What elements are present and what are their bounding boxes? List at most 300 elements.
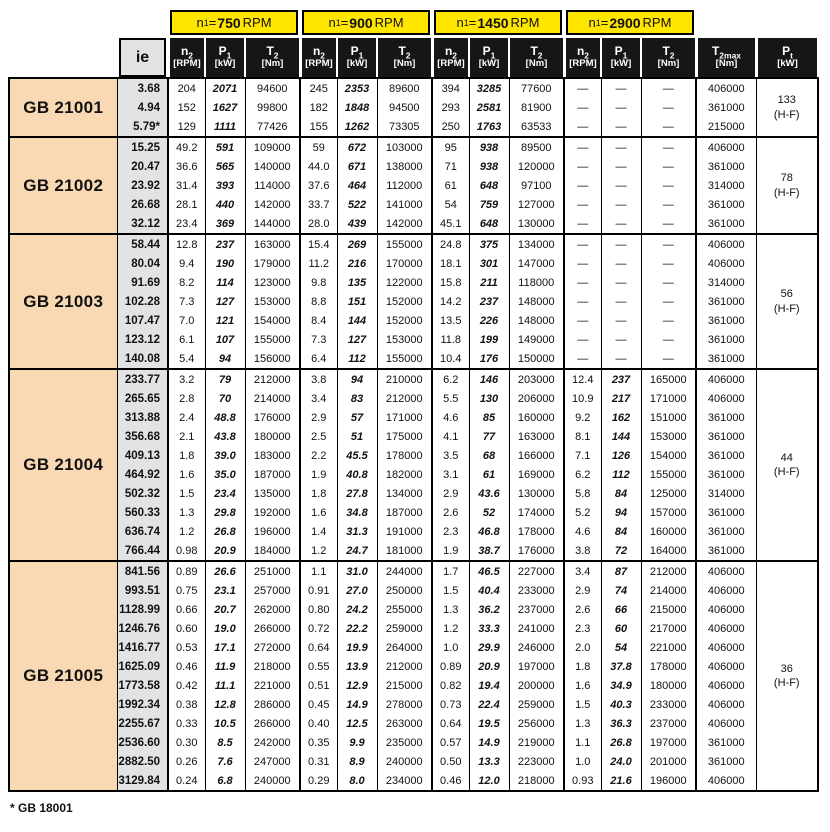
t2max-cell: 215000 xyxy=(696,117,756,137)
n2-900-cell: 44.0 xyxy=(300,157,337,176)
ratio-cell: 4.94 xyxy=(117,98,168,117)
n2-2900-cell: 8.1 xyxy=(564,427,601,446)
n2-900-cell: 1.9 xyxy=(300,465,337,484)
t2-2900-cell: — xyxy=(641,117,696,137)
n2-2900-cell: — xyxy=(564,78,601,98)
n2-2900-cell: — xyxy=(564,137,601,157)
p1-750-cell: 23.4 xyxy=(205,484,245,503)
t2max-cell: 406000 xyxy=(696,600,756,619)
n2-2900-cell: — xyxy=(564,157,601,176)
p1-900-cell: 51 xyxy=(337,427,377,446)
p1-2900-cell: 21.6 xyxy=(601,771,641,791)
p1-1450-cell: 176 xyxy=(469,349,509,369)
n2-2900-cell: — xyxy=(564,214,601,234)
t2-750-cell: 218000 xyxy=(245,657,300,676)
n2-col-header-rpm2900: $n_2$ [RPM] xyxy=(564,37,601,78)
rpm-group-header-2900: n 1 = 2900 RPM xyxy=(564,10,696,37)
ratio-cell: 26.68 xyxy=(117,195,168,214)
n2-750-cell: 8.2 xyxy=(168,273,205,292)
table-row xyxy=(9,176,818,195)
t2max-cell: 361000 xyxy=(696,427,756,446)
n2-750-cell: 9.4 xyxy=(168,254,205,273)
n2-750-cell: 129 xyxy=(168,117,205,137)
ratio-cell: 1416.77 xyxy=(117,638,168,657)
table-row xyxy=(9,638,818,657)
n2-750-cell: 0.26 xyxy=(168,752,205,771)
table-row xyxy=(9,561,818,581)
table-row xyxy=(9,78,818,98)
n2-900-cell: 1.2 xyxy=(300,541,337,561)
t2-2900-cell: 233000 xyxy=(641,695,696,714)
t2-2900-cell: 164000 xyxy=(641,541,696,561)
t2max-cell: 361000 xyxy=(696,349,756,369)
table-row xyxy=(9,465,818,484)
p1-750-cell: 94 xyxy=(205,349,245,369)
p1-900-cell: 12.5 xyxy=(337,714,377,733)
t2-1450-cell: 134000 xyxy=(509,234,564,254)
t2-1450-cell: 148000 xyxy=(509,292,564,311)
pt-cell: 56 (H-F) xyxy=(756,234,818,369)
ratio-cell: 560.33 xyxy=(117,503,168,522)
n2-2900-cell: 2.0 xyxy=(564,638,601,657)
t2-750-cell: 114000 xyxy=(245,176,300,195)
t2-1450-cell: 233000 xyxy=(509,581,564,600)
t2-750-cell: 242000 xyxy=(245,733,300,752)
t2-2900-cell: 153000 xyxy=(641,427,696,446)
t2-1450-cell: 169000 xyxy=(509,465,564,484)
t2-1450-cell: 178000 xyxy=(509,522,564,541)
t2-2900-cell: — xyxy=(641,349,696,369)
p1-2900-cell: — xyxy=(601,176,641,195)
n2-750-cell: 0.42 xyxy=(168,676,205,695)
t2-2900-cell: 151000 xyxy=(641,408,696,427)
n2-750-cell: 1.6 xyxy=(168,465,205,484)
n2-1450-cell: 4.6 xyxy=(432,408,469,427)
t2-2900-cell: 171000 xyxy=(641,389,696,408)
t2-900-cell: 134000 xyxy=(377,484,432,503)
n2-900-cell: 59 xyxy=(300,137,337,157)
p1-750-cell: 11.9 xyxy=(205,657,245,676)
table-row xyxy=(9,369,818,389)
t2-750-cell: 179000 xyxy=(245,254,300,273)
n2-2900-cell: — xyxy=(564,176,601,195)
t2-900-cell: 181000 xyxy=(377,541,432,561)
n2-900-cell: 2.9 xyxy=(300,408,337,427)
t2max-cell: 314000 xyxy=(696,273,756,292)
n2-2900-cell: 3.8 xyxy=(564,541,601,561)
ratio-cell: 80.04 xyxy=(117,254,168,273)
p1-1450-cell: 46.5 xyxy=(469,561,509,581)
t2max-cell: 314000 xyxy=(696,484,756,503)
t2-750-cell: 286000 xyxy=(245,695,300,714)
n2-2900-cell: 1.5 xyxy=(564,695,601,714)
header-spacer xyxy=(696,10,818,37)
table-row xyxy=(9,195,818,214)
t2-1450-cell: 203000 xyxy=(509,369,564,389)
p1-1450-cell: 938 xyxy=(469,137,509,157)
n2-2900-cell: — xyxy=(564,273,601,292)
p1-750-cell: 6.8 xyxy=(205,771,245,791)
t2-900-cell: 212000 xyxy=(377,389,432,408)
n2-1450-cell: 250 xyxy=(432,117,469,137)
p1-1450-cell: 85 xyxy=(469,408,509,427)
n2-900-cell: 15.4 xyxy=(300,234,337,254)
ratio-cell: 3129.84 xyxy=(117,771,168,791)
table-row xyxy=(9,254,818,273)
n2-1450-cell: 4.1 xyxy=(432,427,469,446)
ratio-cell: 313.88 xyxy=(117,408,168,427)
t2-750-cell: 77426 xyxy=(245,117,300,137)
p1-1450-cell: 20.9 xyxy=(469,657,509,676)
n2-750-cell: 3.2 xyxy=(168,369,205,389)
n2-1450-cell: 3.1 xyxy=(432,465,469,484)
n2-2900-cell: 7.1 xyxy=(564,446,601,465)
n2-1450-cell: 0.50 xyxy=(432,752,469,771)
pt-cell: 36 (H-F) xyxy=(756,561,818,791)
n2-col-header-rpm750: $n_2$ [RPM] xyxy=(168,37,205,78)
rpm-group-header-750: n 1 = 750 RPM xyxy=(168,10,300,37)
ratio-cell: 233.77 xyxy=(117,369,168,389)
table-row xyxy=(9,695,818,714)
t2-2900-cell: — xyxy=(641,195,696,214)
p1-2900-cell: 36.3 xyxy=(601,714,641,733)
n2-750-cell: 0.53 xyxy=(168,638,205,657)
t2-750-cell: 154000 xyxy=(245,311,300,330)
t2-1450-cell: 227000 xyxy=(509,561,564,581)
n2-1450-cell: 24.8 xyxy=(432,234,469,254)
p1-900-cell: 464 xyxy=(337,176,377,195)
p1-900-cell: 14.9 xyxy=(337,695,377,714)
n2-900-cell: 3.4 xyxy=(300,389,337,408)
p1-900-cell: 127 xyxy=(337,330,377,349)
p1-900-cell: 144 xyxy=(337,311,377,330)
ratio-col-header: ie xyxy=(117,37,168,78)
p1-900-cell: 522 xyxy=(337,195,377,214)
n2-col-header-rpm1450: $n_2$ [RPM] xyxy=(432,37,469,78)
n2-900-cell: 0.40 xyxy=(300,714,337,733)
p1-1450-cell: 13.3 xyxy=(469,752,509,771)
p1-2900-cell: 84 xyxy=(601,522,641,541)
n2-2900-cell: 2.3 xyxy=(564,619,601,638)
pt-cell: 133 (H-F) xyxy=(756,78,818,137)
n2-900-cell: 245 xyxy=(300,78,337,98)
t2-750-cell: 196000 xyxy=(245,522,300,541)
ratio-cell: 993.51 xyxy=(117,581,168,600)
n2-750-cell: 0.75 xyxy=(168,581,205,600)
p1-2900-cell: — xyxy=(601,292,641,311)
t2-900-cell: 244000 xyxy=(377,561,432,581)
p1-2900-cell: 34.9 xyxy=(601,676,641,695)
t2-900-cell: 235000 xyxy=(377,733,432,752)
n2-1450-cell: 0.57 xyxy=(432,733,469,752)
p1-750-cell: 26.6 xyxy=(205,561,245,581)
n2-900-cell: 3.8 xyxy=(300,369,337,389)
p1-col-header-rpm1450: $P_1$ [kW] xyxy=(469,37,509,78)
t2-1450-cell: 127000 xyxy=(509,195,564,214)
t2-1450-cell: 149000 xyxy=(509,330,564,349)
n2-750-cell: 0.66 xyxy=(168,600,205,619)
t2-1450-cell: 97100 xyxy=(509,176,564,195)
p1-2900-cell: 37.8 xyxy=(601,657,641,676)
p1-900-cell: 94 xyxy=(337,369,377,389)
table-row xyxy=(9,676,818,695)
p1-1450-cell: 648 xyxy=(469,214,509,234)
t2max-cell: 361000 xyxy=(696,541,756,561)
p1-1450-cell: 33.3 xyxy=(469,619,509,638)
p1-2900-cell: — xyxy=(601,98,641,117)
n2-900-cell: 0.31 xyxy=(300,752,337,771)
p1-2900-cell: 72 xyxy=(601,541,641,561)
p1-750-cell: 127 xyxy=(205,292,245,311)
ratio-cell: 1625.09 xyxy=(117,657,168,676)
p1-900-cell: 151 xyxy=(337,292,377,311)
t2-2900-cell: 157000 xyxy=(641,503,696,522)
p1-1450-cell: 3285 xyxy=(469,78,509,98)
p1-750-cell: 11.1 xyxy=(205,676,245,695)
n2-750-cell: 0.60 xyxy=(168,619,205,638)
t2max-cell: 361000 xyxy=(696,330,756,349)
n2-2900-cell: — xyxy=(564,330,601,349)
n2-1450-cell: 14.2 xyxy=(432,292,469,311)
p1-2900-cell: — xyxy=(601,78,641,98)
t2-750-cell: 140000 xyxy=(245,157,300,176)
t2-2900-cell: — xyxy=(641,157,696,176)
ratio-cell: 91.69 xyxy=(117,273,168,292)
table-row xyxy=(9,619,818,638)
n2-2900-cell: 10.9 xyxy=(564,389,601,408)
n2-900-cell: 7.3 xyxy=(300,330,337,349)
table-row xyxy=(9,771,818,791)
n2-750-cell: 0.24 xyxy=(168,771,205,791)
t2-750-cell: 187000 xyxy=(245,465,300,484)
ratio-cell: 636.74 xyxy=(117,522,168,541)
t2-1450-cell: 246000 xyxy=(509,638,564,657)
n2-1450-cell: 0.73 xyxy=(432,695,469,714)
n2-900-cell: 155 xyxy=(300,117,337,137)
table-row xyxy=(9,234,818,254)
n2-2900-cell: 5.2 xyxy=(564,503,601,522)
table-row xyxy=(9,214,818,234)
p1-750-cell: 114 xyxy=(205,273,245,292)
t2-750-cell: 251000 xyxy=(245,561,300,581)
t2-900-cell: 182000 xyxy=(377,465,432,484)
ratio-cell: 32.12 xyxy=(117,214,168,234)
n2-750-cell: 1.5 xyxy=(168,484,205,503)
t2-900-cell: 103000 xyxy=(377,137,432,157)
p1-750-cell: 23.1 xyxy=(205,581,245,600)
table-row xyxy=(9,330,818,349)
t2max-cell: 406000 xyxy=(696,369,756,389)
n2-1450-cell: 2.6 xyxy=(432,503,469,522)
t2-900-cell: 212000 xyxy=(377,657,432,676)
n2-750-cell: 152 xyxy=(168,98,205,117)
t2-2900-cell: — xyxy=(641,176,696,195)
n2-900-cell: 1.6 xyxy=(300,503,337,522)
table-row xyxy=(9,427,818,446)
p1-1450-cell: 52 xyxy=(469,503,509,522)
n2-1450-cell: 1.0 xyxy=(432,638,469,657)
t2-1450-cell: 63533 xyxy=(509,117,564,137)
t2-1450-cell: 259000 xyxy=(509,695,564,714)
t2max-cell: 406000 xyxy=(696,234,756,254)
p1-1450-cell: 12.0 xyxy=(469,771,509,791)
ratio-cell: 1773.58 xyxy=(117,676,168,695)
n2-2900-cell: 4.6 xyxy=(564,522,601,541)
t2-1450-cell: 89500 xyxy=(509,137,564,157)
p1-900-cell: 216 xyxy=(337,254,377,273)
p1-750-cell: 29.8 xyxy=(205,503,245,522)
t2-1450-cell: 81900 xyxy=(509,98,564,117)
p1-2900-cell: 24.0 xyxy=(601,752,641,771)
ratio-cell: 1992.34 xyxy=(117,695,168,714)
t2-2900-cell: 212000 xyxy=(641,561,696,581)
ratio-cell: 464.92 xyxy=(117,465,168,484)
table-row xyxy=(9,503,818,522)
t2-900-cell: 153000 xyxy=(377,330,432,349)
p1-2900-cell: — xyxy=(601,195,641,214)
pt-cell: 78 (H-F) xyxy=(756,137,818,234)
n2-1450-cell: 0.82 xyxy=(432,676,469,695)
t2-col-header-rpm900: $T_2$ [Nm] xyxy=(377,37,432,78)
p1-750-cell: 591 xyxy=(205,137,245,157)
n2-2900-cell: — xyxy=(564,311,601,330)
n2-2900-cell: 9.2 xyxy=(564,408,601,427)
ratio-cell: 102.28 xyxy=(117,292,168,311)
n2-1450-cell: 1.7 xyxy=(432,561,469,581)
t2-2900-cell: — xyxy=(641,78,696,98)
p1-col-header-rpm2900: $P_1$ [kW] xyxy=(601,37,641,78)
rpm-group-header-1450: n 1 = 1450 RPM xyxy=(432,10,564,37)
table-row xyxy=(9,541,818,561)
t2-2900-cell: 217000 xyxy=(641,619,696,638)
p1-2900-cell: — xyxy=(601,349,641,369)
p1-1450-cell: 40.4 xyxy=(469,581,509,600)
n2-900-cell: 1.4 xyxy=(300,522,337,541)
n2-750-cell: 6.1 xyxy=(168,330,205,349)
n2-1450-cell: 13.5 xyxy=(432,311,469,330)
p1-1450-cell: 199 xyxy=(469,330,509,349)
table-row xyxy=(9,484,818,503)
t2-900-cell: 138000 xyxy=(377,157,432,176)
n2-2900-cell: — xyxy=(564,117,601,137)
p1-2900-cell: — xyxy=(601,214,641,234)
p1-900-cell: 57 xyxy=(337,408,377,427)
t2-1450-cell: 241000 xyxy=(509,619,564,638)
p1-900-cell: 34.8 xyxy=(337,503,377,522)
n2-900-cell: 8.4 xyxy=(300,311,337,330)
n2-750-cell: 0.89 xyxy=(168,561,205,581)
ratio-cell: 23.92 xyxy=(117,176,168,195)
n2-2900-cell: 0.93 xyxy=(564,771,601,791)
n2-750-cell: 2.8 xyxy=(168,389,205,408)
t2-2900-cell: — xyxy=(641,273,696,292)
p1-900-cell: 1848 xyxy=(337,98,377,117)
t2-2900-cell: 197000 xyxy=(641,733,696,752)
t2-1450-cell: 118000 xyxy=(509,273,564,292)
t2-900-cell: 152000 xyxy=(377,311,432,330)
n2-900-cell: 9.8 xyxy=(300,273,337,292)
n2-900-cell: 28.0 xyxy=(300,214,337,234)
p1-900-cell: 135 xyxy=(337,273,377,292)
t2-1450-cell: 147000 xyxy=(509,254,564,273)
t2-750-cell: 156000 xyxy=(245,349,300,369)
t2-750-cell: 94600 xyxy=(245,78,300,98)
n2-1450-cell: 15.8 xyxy=(432,273,469,292)
table-row xyxy=(9,408,818,427)
t2-2900-cell: 237000 xyxy=(641,714,696,733)
t2-900-cell: 255000 xyxy=(377,600,432,619)
p1-900-cell: 2353 xyxy=(337,78,377,98)
p1-750-cell: 440 xyxy=(205,195,245,214)
t2-1450-cell: 219000 xyxy=(509,733,564,752)
t2-2900-cell: — xyxy=(641,254,696,273)
t2-2900-cell: 221000 xyxy=(641,638,696,657)
p1-1450-cell: 1763 xyxy=(469,117,509,137)
t2max-cell: 361000 xyxy=(696,98,756,117)
n2-750-cell: 23.4 xyxy=(168,214,205,234)
n2-1450-cell: 18.1 xyxy=(432,254,469,273)
t2-750-cell: 212000 xyxy=(245,369,300,389)
p1-1450-cell: 14.9 xyxy=(469,733,509,752)
t2max-cell: 361000 xyxy=(696,503,756,522)
n2-2900-cell: — xyxy=(564,195,601,214)
table-header xyxy=(9,10,818,78)
t2-2900-cell: 155000 xyxy=(641,465,696,484)
n2-750-cell: 49.2 xyxy=(168,137,205,157)
n2-900-cell: 0.72 xyxy=(300,619,337,638)
t2-900-cell: 141000 xyxy=(377,195,432,214)
ratio-cell: 502.32 xyxy=(117,484,168,503)
n2-750-cell: 1.3 xyxy=(168,503,205,522)
n2-1450-cell: 1.2 xyxy=(432,619,469,638)
p1-2900-cell: — xyxy=(601,330,641,349)
t2-900-cell: 152000 xyxy=(377,292,432,311)
n2-750-cell: 1.2 xyxy=(168,522,205,541)
n2-1450-cell: 293 xyxy=(432,98,469,117)
t2-750-cell: 109000 xyxy=(245,137,300,157)
t2-900-cell: 215000 xyxy=(377,676,432,695)
p1-2900-cell: 87 xyxy=(601,561,641,581)
table-row xyxy=(9,117,818,137)
t2-1450-cell: 206000 xyxy=(509,389,564,408)
table-row xyxy=(9,389,818,408)
p1-1450-cell: 130 xyxy=(469,389,509,408)
p1-750-cell: 190 xyxy=(205,254,245,273)
p1-2900-cell: 162 xyxy=(601,408,641,427)
ratio-cell: 15.25 xyxy=(117,137,168,157)
n2-1450-cell: 1.3 xyxy=(432,600,469,619)
ratio-cell: 2882.50 xyxy=(117,752,168,771)
t2-750-cell: 99800 xyxy=(245,98,300,117)
n2-1450-cell: 2.3 xyxy=(432,522,469,541)
n2-2900-cell: — xyxy=(564,349,601,369)
p1-750-cell: 39.0 xyxy=(205,446,245,465)
p1-col-header-rpm900: $P_1$ [kW] xyxy=(337,37,377,78)
n2-1450-cell: 71 xyxy=(432,157,469,176)
n2-750-cell: 7.0 xyxy=(168,311,205,330)
p1-750-cell: 10.5 xyxy=(205,714,245,733)
n2-900-cell: 0.45 xyxy=(300,695,337,714)
n2-900-cell: 8.8 xyxy=(300,292,337,311)
p1-900-cell: 27.0 xyxy=(337,581,377,600)
ratio-cell: 1246.76 xyxy=(117,619,168,638)
p1-2900-cell: 40.3 xyxy=(601,695,641,714)
t2-750-cell: 240000 xyxy=(245,771,300,791)
n2-750-cell: 12.8 xyxy=(168,234,205,254)
t2-900-cell: 278000 xyxy=(377,695,432,714)
p1-750-cell: 1111 xyxy=(205,117,245,137)
n2-1450-cell: 45.1 xyxy=(432,214,469,234)
